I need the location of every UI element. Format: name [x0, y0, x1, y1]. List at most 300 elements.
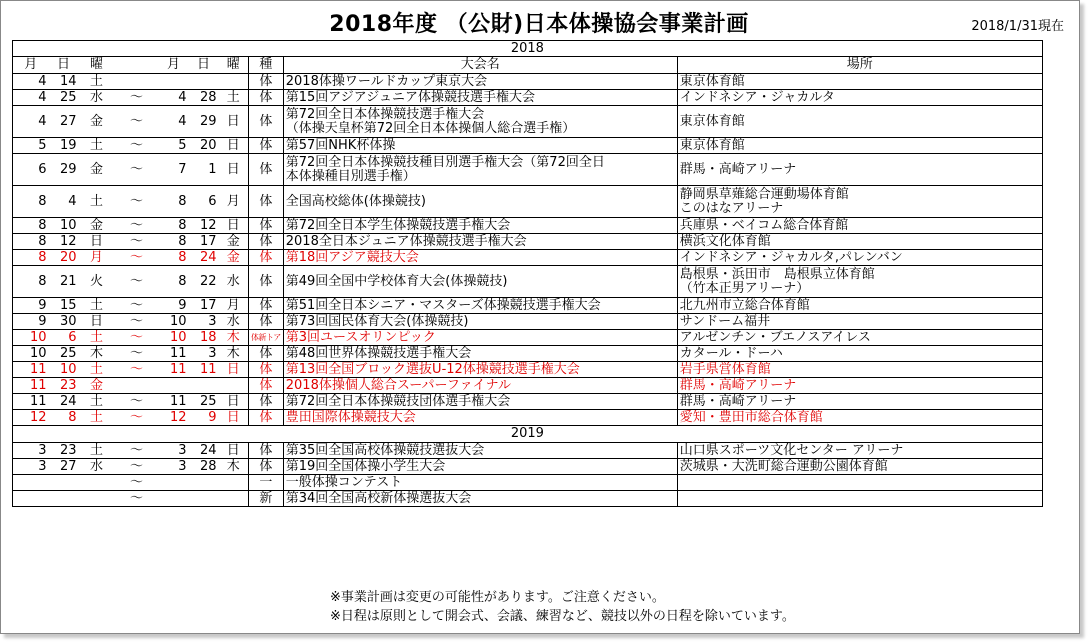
end-day: 24 [189, 250, 219, 266]
table-row [13, 266, 1043, 298]
table-row [13, 410, 1043, 426]
start-day [49, 491, 79, 507]
end-weekday: 土 [219, 90, 249, 106]
start-day: 30 [49, 314, 79, 330]
event-name-line-2: 本体操種目別選手権） [285, 168, 416, 184]
end-weekday: 金 [219, 250, 249, 266]
end-weekday: 木 [219, 330, 249, 346]
venue [677, 394, 1042, 410]
start-weekday: 土 [79, 138, 115, 154]
as-of-date: 2018/1/31現在 [971, 19, 1064, 34]
venue [677, 491, 1042, 507]
end-month: 8 [159, 218, 189, 234]
start-month: 8 [13, 234, 49, 250]
event-name [283, 491, 677, 507]
venue [677, 74, 1042, 90]
start-month: 9 [13, 314, 49, 330]
venue [677, 475, 1042, 491]
range-tilde: ～ [115, 475, 159, 491]
start-month: 11 [13, 378, 49, 394]
venue [677, 138, 1042, 154]
end-month: 11 [159, 346, 189, 362]
range-tilde: ～ [115, 314, 159, 330]
start-month [13, 475, 49, 491]
start-day: 23 [49, 378, 79, 394]
end-month: 8 [159, 266, 189, 298]
event-name-line: 第13回全国ブロック選抜U-12体操競技選手権大会 [285, 361, 580, 377]
end-weekday: 木 [219, 459, 249, 475]
range-tilde: ～ [115, 250, 159, 266]
header-weekday-end: 曜 [219, 57, 249, 74]
start-day [49, 475, 79, 491]
end-month: 8 [159, 234, 189, 250]
end-month [159, 74, 189, 90]
end-day: 11 [189, 362, 219, 378]
start-month: 6 [13, 154, 49, 186]
table-row [13, 459, 1043, 475]
start-day: 4 [49, 186, 79, 218]
event-name-line: 第72回全日本学生体操競技選手権大会 [285, 217, 511, 233]
end-weekday: 水 [219, 314, 249, 330]
start-day: 12 [49, 234, 79, 250]
venue [677, 443, 1042, 459]
start-month: 12 [13, 410, 49, 426]
event-name-line: 豊田国際体操競技大会 [285, 409, 416, 425]
start-weekday: 土 [79, 186, 115, 218]
venue [677, 154, 1042, 186]
venue [677, 314, 1042, 330]
event-name [283, 138, 677, 154]
start-day: 23 [49, 443, 79, 459]
event-kind: 体 [249, 362, 284, 378]
start-month: 9 [13, 298, 49, 314]
event-name [283, 378, 677, 394]
header-day: 日 [49, 57, 79, 74]
start-day: 27 [49, 106, 79, 138]
end-month [159, 491, 189, 507]
start-day: 15 [49, 298, 79, 314]
start-day: 27 [49, 459, 79, 475]
venue [677, 106, 1042, 138]
start-weekday [79, 475, 115, 491]
event-name-line: 第35回全国高校体操競技選抜大会 [285, 442, 485, 458]
start-weekday: 土 [79, 298, 115, 314]
venue-line: アルゼンチン・ブエノスアイレス [679, 329, 871, 345]
start-weekday: 水 [79, 90, 115, 106]
event-name [283, 346, 677, 362]
end-weekday: 日 [219, 443, 249, 459]
start-day: 24 [49, 394, 79, 410]
event-name-line: 第15回アジアジュニア体操競技選手権大会 [285, 89, 536, 105]
start-weekday: 水 [79, 459, 115, 475]
venue-line: カタール・ドーハ [679, 345, 783, 361]
table-row [13, 154, 1043, 186]
venue-line: 東京体育館 [679, 137, 745, 153]
end-weekday: 日 [219, 410, 249, 426]
event-name [283, 459, 677, 475]
end-weekday: 日 [219, 362, 249, 378]
venue [677, 298, 1042, 314]
table-row [13, 106, 1043, 138]
year-section-label: 2019 [13, 426, 1043, 443]
start-day: 6 [49, 330, 79, 346]
event-kind: 体 [249, 90, 284, 106]
venue-line: 群馬・高崎アリーナ [679, 377, 797, 393]
table-row [13, 138, 1043, 154]
event-kind: 体 [249, 394, 284, 410]
year-section-label: 2018 [13, 41, 1043, 57]
table-row [13, 74, 1043, 90]
range-tilde: ～ [115, 362, 159, 378]
event-name [283, 314, 677, 330]
venue-line: 兵庫県・ベイコム総合体育館 [679, 217, 849, 233]
end-day: 12 [189, 218, 219, 234]
event-kind: 体 [249, 314, 284, 330]
end-month [159, 378, 189, 394]
venue [677, 234, 1042, 250]
end-month: 4 [159, 90, 189, 106]
event-name [283, 330, 677, 346]
table-row [13, 218, 1043, 234]
start-month: 10 [13, 330, 49, 346]
event-name [283, 106, 677, 138]
event-kind: 体 [249, 74, 284, 90]
table-row [13, 378, 1043, 394]
table-row [13, 491, 1043, 507]
range-tilde: ～ [115, 298, 159, 314]
header-day-end: 日 [189, 57, 219, 74]
start-month: 8 [13, 250, 49, 266]
end-day [189, 491, 219, 507]
venue-line: 島根県・浜田市 島根県立体育館 [679, 266, 875, 282]
start-day: 8 [49, 410, 79, 426]
end-month: 8 [159, 186, 189, 218]
start-month: 11 [13, 394, 49, 410]
range-tilde: ～ [115, 154, 159, 186]
end-day: 3 [189, 346, 219, 362]
start-day: 25 [49, 90, 79, 106]
start-day: 10 [49, 218, 79, 234]
end-day: 1 [189, 154, 219, 186]
event-name-line: 全国高校総体(体操競技) [285, 193, 426, 209]
notes [330, 588, 795, 626]
venue-line: 東京体育館 [679, 113, 745, 129]
start-weekday: 金 [79, 106, 115, 138]
start-day: 21 [49, 266, 79, 298]
start-month: 3 [13, 443, 49, 459]
range-tilde: ～ [115, 394, 159, 410]
start-month: 8 [13, 186, 49, 218]
event-name-line: 第19回全国体操小学生大会 [285, 458, 446, 474]
start-day: 10 [49, 362, 79, 378]
start-month: 8 [13, 266, 49, 298]
venue-line: 北九州市立総合体育館 [679, 297, 810, 313]
event-name-line: 一般体操コンテスト [285, 474, 403, 490]
start-day: 14 [49, 74, 79, 90]
start-weekday: 月 [79, 250, 115, 266]
venue-line: 愛知・豊田市総合体育館 [679, 409, 823, 425]
end-day: 17 [189, 298, 219, 314]
event-name [283, 218, 677, 234]
range-tilde: ～ [115, 186, 159, 218]
venue-line-2: （竹本正男アリーナ） [679, 280, 810, 296]
venue [677, 362, 1042, 378]
venue [677, 378, 1042, 394]
venue-line: 山口県スポーツ文化センター アリーナ [679, 442, 904, 458]
range-tilde: ～ [115, 138, 159, 154]
table-row [13, 362, 1043, 378]
start-weekday: 日 [79, 234, 115, 250]
end-month: 5 [159, 138, 189, 154]
end-day [189, 74, 219, 90]
venue-line: サンドーム福井 [679, 313, 771, 329]
header-weekday: 曜 [79, 57, 115, 74]
end-day: 25 [189, 394, 219, 410]
table-row [13, 443, 1043, 459]
event-kind: 体新トア [249, 330, 284, 346]
end-day [189, 475, 219, 491]
event-kind: 体 [249, 234, 284, 250]
event-name-line: 第34回全国高校新体操選抜大会 [285, 490, 472, 506]
venue-line: 群馬・高崎アリーナ [679, 393, 797, 409]
end-day: 17 [189, 234, 219, 250]
start-month: 4 [13, 74, 49, 90]
event-kind: 体 [249, 459, 284, 475]
end-weekday: 日 [219, 106, 249, 138]
end-month: 3 [159, 443, 189, 459]
end-month: 12 [159, 410, 189, 426]
event-name [283, 443, 677, 459]
header-kind: 種 [249, 57, 284, 74]
note-line-1: ※事業計画は変更の可能性があります。ご注意ください。 [330, 590, 665, 605]
venue-line: 群馬・高崎アリーナ [679, 161, 797, 177]
start-month: 11 [13, 362, 49, 378]
end-month: 8 [159, 250, 189, 266]
range-tilde: ～ [115, 106, 159, 138]
event-kind: 一 [249, 475, 284, 491]
start-weekday: 金 [79, 154, 115, 186]
range-tilde: ～ [115, 266, 159, 298]
event-kind: 体 [249, 443, 284, 459]
event-name-line: 第49回全国中学校体育大会(体操競技) [285, 273, 508, 289]
event-name-line: 第72回全日本体操競技選手権大会 [285, 106, 485, 122]
end-month: 9 [159, 298, 189, 314]
table-row [13, 394, 1043, 410]
end-weekday [219, 74, 249, 90]
event-name [283, 154, 677, 186]
range-tilde [115, 74, 159, 90]
table-header-row [13, 57, 1043, 74]
end-weekday: 木 [219, 346, 249, 362]
start-weekday: 土 [79, 410, 115, 426]
start-weekday: 土 [79, 443, 115, 459]
event-name-line: 第73回国民体育大会(体操競技) [285, 313, 469, 329]
end-month: 10 [159, 314, 189, 330]
event-kind: 体 [249, 250, 284, 266]
venue [677, 459, 1042, 475]
start-weekday: 土 [79, 74, 115, 90]
end-weekday: 日 [219, 218, 249, 234]
end-day [189, 378, 219, 394]
venue [677, 330, 1042, 346]
start-month: 8 [13, 218, 49, 234]
venue-line: 横浜文化体育館 [679, 233, 771, 249]
event-kind: 体 [249, 298, 284, 314]
start-weekday: 土 [79, 362, 115, 378]
event-name [283, 74, 677, 90]
venue [677, 266, 1042, 298]
year-section-row [13, 426, 1043, 443]
venue-line: 茨城県・大洗町総合運動公園体育館 [679, 458, 888, 474]
event-kind: 体 [249, 218, 284, 234]
event-name [283, 362, 677, 378]
end-day: 28 [189, 90, 219, 106]
event-name-line: 第72回全日本体操競技種目別選手権大会（第72回全日 [285, 154, 605, 170]
start-weekday: 金 [79, 378, 115, 394]
end-day: 29 [189, 106, 219, 138]
start-month [13, 491, 49, 507]
event-name [283, 266, 677, 298]
end-month [159, 475, 189, 491]
page-title: 2018年度 （公財)日本体操協会事業計画 [329, 12, 749, 37]
table-row [13, 298, 1043, 314]
event-name [283, 90, 677, 106]
start-month: 4 [13, 90, 49, 106]
end-day: 18 [189, 330, 219, 346]
start-month: 3 [13, 459, 49, 475]
event-kind: 体 [249, 410, 284, 426]
end-weekday: 日 [219, 394, 249, 410]
start-day: 25 [49, 346, 79, 362]
schedule-table [12, 40, 1043, 507]
range-tilde: ～ [115, 330, 159, 346]
event-name-line: 第18回アジア競技大会 [285, 249, 419, 265]
end-weekday [219, 378, 249, 394]
range-tilde: ～ [115, 443, 159, 459]
start-weekday: 木 [79, 346, 115, 362]
venue [677, 410, 1042, 426]
table-row [13, 234, 1043, 250]
event-kind: 体 [249, 138, 284, 154]
end-weekday [219, 475, 249, 491]
event-name-line: 2018体操ワールドカップ東京大会 [285, 73, 488, 89]
end-day: 3 [189, 314, 219, 330]
end-weekday: 月 [219, 186, 249, 218]
event-name [283, 250, 677, 266]
range-tilde [115, 378, 159, 394]
table-row [13, 90, 1043, 106]
start-month: 10 [13, 346, 49, 362]
end-month: 11 [159, 362, 189, 378]
event-name-line: 第57回NHK杯体操 [285, 137, 396, 153]
venue [677, 250, 1042, 266]
venue-line-2: このはなアリーナ [679, 200, 784, 216]
event-name-line: 第72回全日本体操競技団体選手権大会 [285, 393, 511, 409]
end-weekday: 日 [219, 154, 249, 186]
range-tilde: ～ [115, 234, 159, 250]
start-day: 29 [49, 154, 79, 186]
end-month: 4 [159, 106, 189, 138]
range-tilde: ～ [115, 346, 159, 362]
event-name-line: 第51回全日本シニア・マスターズ体操競技選手権大会 [285, 297, 601, 313]
note-line-2: ※日程は原則として開会式、会議、練習など、競技以外の日程を除いています。 [330, 609, 795, 624]
event-name [283, 394, 677, 410]
end-weekday: 月 [219, 298, 249, 314]
year-section-row [13, 41, 1043, 57]
table-row [13, 346, 1043, 362]
end-weekday: 水 [219, 266, 249, 298]
range-tilde: ～ [115, 218, 159, 234]
table-row [13, 314, 1043, 330]
end-day: 6 [189, 186, 219, 218]
header-event: 大会名 [283, 57, 677, 74]
event-name-line: 2018体操個人総合スーパーファイナル [285, 377, 511, 393]
start-weekday: 火 [79, 266, 115, 298]
end-day: 9 [189, 410, 219, 426]
event-name-line-2: （体操天皇杯第72回全日本体操個人総合選手権） [285, 120, 576, 136]
event-name-line: 第48回世界体操競技選手権大会 [285, 345, 472, 361]
venue-line: 東京体育館 [679, 73, 745, 89]
end-weekday [219, 491, 249, 507]
venue-line: インドネシア・ジャカルタ,パレンバン [679, 249, 903, 265]
venue-line: 岩手県営体育館 [679, 361, 771, 377]
end-day: 22 [189, 266, 219, 298]
end-month: 3 [159, 459, 189, 475]
table-row [13, 475, 1043, 491]
header-venue: 場所 [677, 57, 1042, 74]
event-name [283, 475, 677, 491]
start-weekday: 土 [79, 394, 115, 410]
event-name-line: 2018全日本ジュニア体操競技選手権大会 [285, 233, 527, 249]
event-name [283, 410, 677, 426]
start-day: 20 [49, 250, 79, 266]
range-tilde: ～ [115, 459, 159, 475]
end-weekday: 日 [219, 138, 249, 154]
end-day: 28 [189, 459, 219, 475]
end-day: 24 [189, 443, 219, 459]
start-day: 19 [49, 138, 79, 154]
venue [677, 186, 1042, 218]
header-month: 月 [13, 57, 49, 74]
event-name [283, 298, 677, 314]
event-kind: 新 [249, 491, 284, 507]
venue-line: インドネシア・ジャカルタ [679, 89, 835, 105]
end-month: 7 [159, 154, 189, 186]
start-weekday: 日 [79, 314, 115, 330]
start-weekday: 金 [79, 218, 115, 234]
event-name [283, 186, 677, 218]
table-row [13, 250, 1043, 266]
event-name [283, 234, 677, 250]
header-spacer [115, 57, 159, 74]
start-month: 5 [13, 138, 49, 154]
start-weekday: 土 [79, 330, 115, 346]
event-kind: 体 [249, 378, 284, 394]
end-month: 11 [159, 394, 189, 410]
table-row [13, 186, 1043, 218]
end-month: 10 [159, 330, 189, 346]
event-kind: 体 [249, 346, 284, 362]
range-tilde: ～ [115, 90, 159, 106]
event-kind: 体 [249, 154, 284, 186]
venue [677, 218, 1042, 234]
start-month: 4 [13, 106, 49, 138]
end-day: 20 [189, 138, 219, 154]
start-weekday [79, 491, 115, 507]
event-kind: 体 [249, 266, 284, 298]
event-kind: 体 [249, 106, 284, 138]
table-row [13, 330, 1043, 346]
